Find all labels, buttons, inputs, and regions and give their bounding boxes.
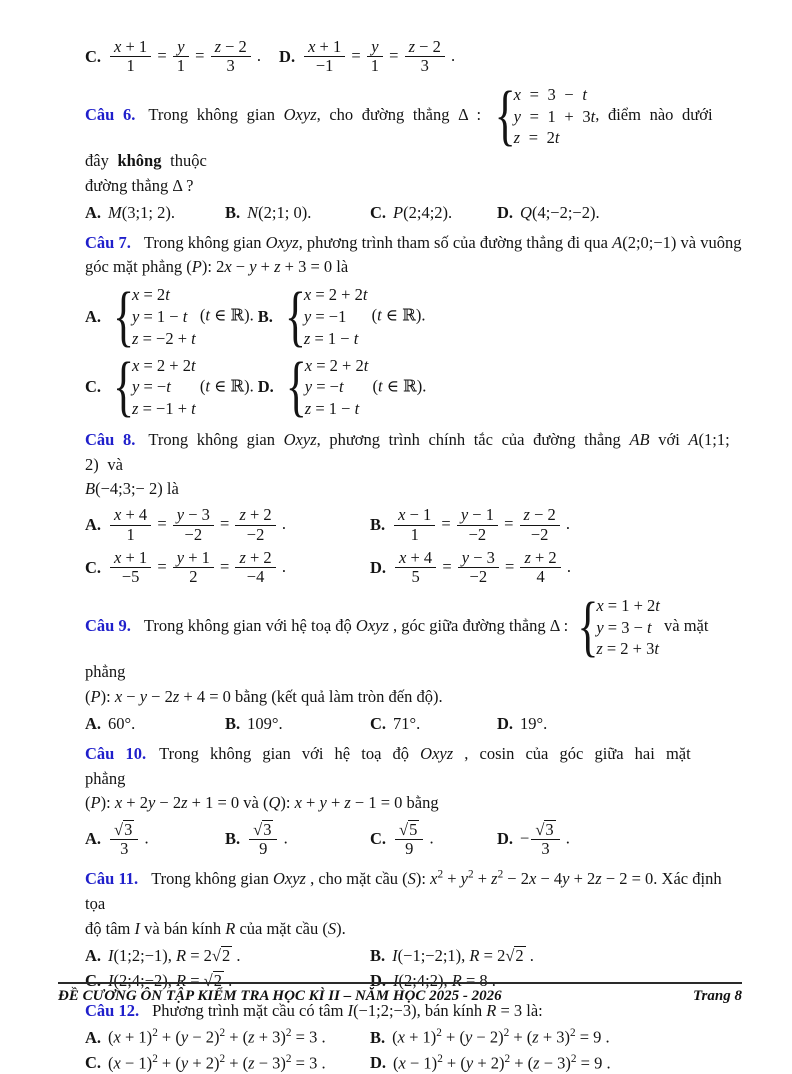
option-label: A. [85, 829, 102, 849]
option-label: D. [497, 829, 514, 849]
question-text: (P): x − y − 2z + 4 = 0 bằng (kết quả làm tròn đến độ). [85, 687, 443, 706]
options-row [85, 945, 742, 967]
option-label: B. [225, 829, 241, 849]
question-block [85, 231, 742, 421]
option-label: C. [85, 1053, 102, 1073]
options-row [85, 713, 742, 735]
options-row [85, 354, 742, 421]
question-text: Trong không gian với hệ toạ độ Oxyz , cosin của góc giữa hai mặt phẳng [85, 743, 691, 788]
answer-option [370, 946, 534, 966]
option-label: A. [85, 1027, 102, 1047]
answer-option [85, 820, 225, 859]
answer-option [85, 946, 370, 966]
option-label: C. [370, 829, 387, 849]
option-label: D. [370, 557, 387, 577]
option-label: A. [85, 515, 102, 535]
option-body: 19°. [520, 713, 548, 733]
option-label: D. [370, 970, 387, 990]
answer-option [225, 203, 370, 223]
option-body: − √ $\frac{3}{3}$ . [520, 820, 570, 859]
question-line [85, 595, 742, 685]
option-body: √ $\frac{3}{3}$ . [108, 820, 149, 859]
option-label: D. [279, 46, 296, 66]
answer-option [497, 714, 547, 734]
page-footer [58, 982, 742, 1005]
question-block [85, 595, 742, 735]
question-text: Trong không gian Oxyz, cho đường thẳng Δ : { x = 3 − t y = 1 + 3t z = 2t , điểm nào dưới đây không thuộc [85, 105, 713, 170]
option-body: { x = 2 + 2t y = −t z = 1 − t (t ∈ ℝ). [281, 355, 427, 420]
option-body: { x = 2t y = 1 − t z = −2 + t (t ∈ ℝ). [108, 284, 254, 349]
question-number: Câu 8. [85, 429, 136, 449]
option-label: A. [85, 306, 102, 326]
answer-option [85, 38, 261, 76]
option-label: D. [497, 713, 514, 733]
option-body: $\frac{x + 4}{1}$ = $\frac{y - 3}{-2}$ = $\frac{z + 2}{-2}$ . [108, 506, 286, 544]
question-block [85, 37, 742, 77]
option-body: I(1;2;−1), R = 2 √ 2 . [108, 946, 240, 966]
option-body: 71°. [393, 713, 421, 733]
option-body: $(x - 1)^2 + (y + 2)^2 + (z - 3)^2 = 9$ . [393, 1052, 611, 1073]
question-number: Câu 12. [85, 1000, 140, 1020]
question-text: Trong không gian Oxyz, phương trình tham số của đường thẳng đi qua A(2;0;−1) và vuông [143, 232, 742, 252]
option-body: $\frac{x + 1}{-1}$ = $\frac{y}{1}$ = $\frac{z - 2}{3}$ . [302, 38, 455, 76]
question-block [85, 84, 742, 224]
options-row [85, 505, 742, 545]
answer-option [370, 549, 571, 587]
option-label: C. [85, 557, 102, 577]
answer-option [85, 355, 254, 420]
question-line [85, 867, 742, 917]
question-line [85, 791, 742, 816]
answer-option [85, 1027, 370, 1048]
question-line [85, 428, 742, 478]
answer-option [258, 284, 426, 349]
question-text: độ tâm I và bán kính R của mặt cầu (S). [85, 918, 346, 938]
answer-option [85, 284, 254, 349]
question-text: Trong không gian với hệ toạ độ Oxyz , góc giữa đường thẳng Δ : { x = 1 + 2t y = 3 − t z = 2 + 3t và mặt phẳng [85, 616, 708, 681]
question-number: Câu 9. [85, 616, 131, 636]
option-body: { x = 2 + 2t y = −1 z = 1 − t (t ∈ ℝ). [280, 284, 426, 349]
question-text: góc mặt phẳng (P): 2x − y + z + 3 = 0 là [85, 257, 349, 277]
question-text: đường thẳng Δ ? [85, 175, 194, 195]
question-number: Câu 7. [85, 232, 131, 252]
option-label: B. [370, 945, 386, 965]
answer-option [370, 1027, 610, 1048]
option-label: C. [370, 713, 387, 733]
question-number: Câu 6. [85, 105, 136, 125]
option-label: A. [85, 713, 102, 733]
question-block [85, 742, 742, 860]
options-row [85, 1052, 742, 1074]
answer-option [279, 38, 455, 76]
option-label: D. [497, 202, 514, 222]
option-body: $\frac{x + 4}{5}$ = $\frac{y - 3}{-2}$ = $\frac{z + 2}{4}$ . [393, 549, 571, 587]
question-block [85, 428, 742, 588]
option-label: D. [257, 377, 274, 397]
option-label: B. [225, 713, 241, 733]
options-row [85, 202, 742, 224]
answer-option [370, 714, 497, 734]
answer-option [85, 203, 225, 223]
question-text: Phương trình mặt cầu có tâm I(−1;2;−3), bán kính R = 3 là: [152, 1000, 543, 1020]
option-body: 109°. [247, 713, 283, 733]
option-body: P(2;4;2). [393, 202, 453, 222]
answer-option [258, 355, 427, 420]
question-text: Trong không gian Oxyz, phương trình chính tắc của đường thẳng AB với A(1;1; 2) và [85, 429, 730, 474]
option-label: C. [85, 970, 102, 990]
option-body: √ $\frac{5}{9}$ . [393, 820, 434, 859]
answer-option [370, 506, 570, 544]
option-label: D. [370, 1053, 387, 1073]
option-body: 60°. [108, 713, 136, 733]
question-line [85, 685, 742, 710]
option-label: A. [85, 202, 102, 222]
option-label: B. [370, 1027, 386, 1047]
options-row [85, 283, 742, 350]
footer-page-number: Trang 8 [692, 988, 742, 1004]
question-text: B(−4;3;− 2) là [85, 479, 179, 499]
option-body: $(x - 1)^2 + (y + 2)^2 + (z - 3)^2 = 3$ . [108, 1052, 326, 1073]
options-row [85, 548, 742, 588]
answer-option [370, 203, 497, 223]
option-body: N(2;1; 0). [247, 202, 312, 222]
option-label: B. [257, 306, 273, 326]
option-label: A. [85, 945, 102, 965]
answer-option [225, 714, 370, 734]
answer-option [370, 1053, 611, 1074]
option-body: M(3;1; 2). [108, 202, 175, 222]
answer-option [225, 820, 370, 859]
option-body: I(2;4;−2), R = √ 2 . [108, 971, 232, 991]
question-line [85, 231, 742, 256]
question-line [85, 742, 742, 792]
option-body: $(x + 1)^2 + (y - 2)^2 + (z + 3)^2 = 9$ . [392, 1027, 610, 1047]
option-body: { x = 2 + 2t y = −t z = −1 + t (t ∈ ℝ). [108, 355, 254, 420]
question-text: Trong không gian Oxyz , cho mặt cầu (S): $x^2 + y^2 + z^2 - 2x - 4y + 2z - 2 = 0$. Xác định tọa [85, 868, 722, 914]
question-line [85, 174, 742, 199]
question-text: (P): x + 2y − 2z + 1 = 0 và (Q): x + y + z − 1 = 0 bằng [85, 793, 439, 813]
option-body: $\frac{x + 1}{-5}$ = $\frac{y + 1}{2}$ = $\frac{z + 2}{-4}$ . [108, 549, 286, 587]
answer-option [85, 549, 370, 587]
option-label: C. [370, 202, 387, 222]
option-label: C. [85, 377, 102, 397]
answer-option [85, 1053, 370, 1074]
option-body: $\frac{x + 1}{1}$ = $\frac{y}{1}$ = $\frac{z - 2}{3}$ . [108, 38, 261, 76]
question-block [85, 999, 742, 1074]
options-row [85, 1026, 742, 1049]
question-line [85, 477, 742, 502]
option-label: C. [85, 46, 102, 66]
option-body: Q(4;−2;−2). [520, 202, 600, 222]
question-line [85, 84, 742, 174]
question-number: Câu 11. [85, 869, 139, 889]
question-block [85, 867, 742, 992]
answer-option [85, 506, 370, 544]
answer-option [497, 820, 570, 859]
option-body: $(x + 1)^2 + (y - 2)^2 + (z + 3)^2 = 3$ . [108, 1027, 326, 1047]
option-label: B. [370, 515, 386, 535]
option-body: √ $\frac{3}{9}$ . [247, 820, 288, 859]
option-label: B. [225, 202, 241, 222]
option-body: I(−1;−2;1), R = 2 √ 2 . [392, 946, 534, 966]
answer-option [370, 820, 497, 859]
answer-option [497, 203, 600, 223]
options-row [85, 819, 742, 860]
answer-option [85, 714, 225, 734]
footer-document-title: ĐỀ CƯƠNG ÔN TẬP KIỂM TRA HỌC KÌ II – NĂM HỌC 2025 - 2026 [58, 988, 502, 1004]
option-body: $\frac{x - 1}{1}$ = $\frac{y - 1}{-2}$ = $\frac{z - 2}{-2}$ . [392, 506, 570, 544]
question-number: Câu 10. [85, 743, 147, 763]
options-row [85, 37, 742, 77]
question-line [85, 255, 742, 280]
question-line [85, 917, 742, 942]
option-body: I(2;4;2), R = 8 . [393, 970, 496, 990]
